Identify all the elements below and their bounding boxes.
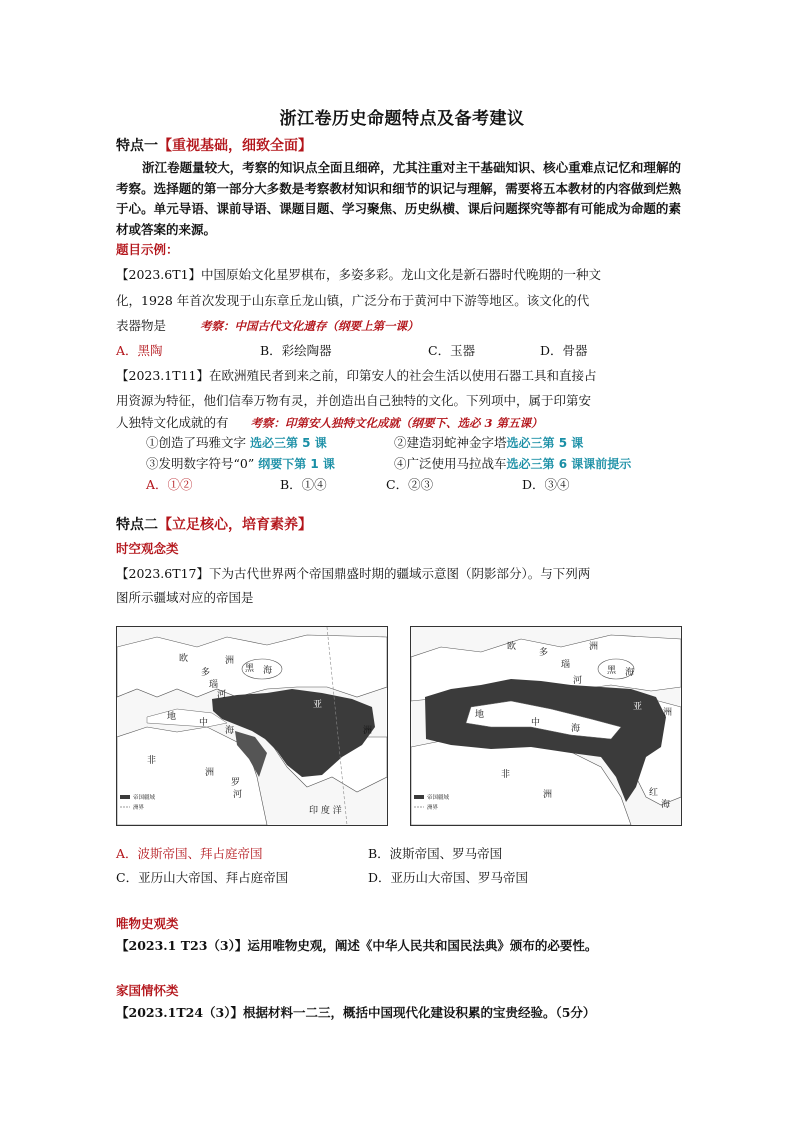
q2-item-3-text: ③发明数字符号“0” [146, 456, 255, 471]
map1-label-europe: 欧 [179, 654, 189, 664]
q2-option-d: D．③④ [522, 477, 570, 492]
map2-label-hai: 海 [625, 668, 635, 678]
q5-tag: 【2023.1T24（3）】 [116, 1005, 243, 1020]
map-right-svg [411, 627, 681, 825]
map2-label-di: 地 [475, 710, 485, 720]
map1-label-yindu: 印 度 洋 [309, 806, 342, 816]
map2-label-europe2: 洲 [589, 642, 599, 652]
map1-label-zhou2: 洲 [205, 768, 215, 778]
q2-item-1 [146, 432, 327, 454]
map1-label-luo: 罗 [231, 778, 241, 788]
q5-text: 根据材料一二三，概括中国现代化建设积累的宝贵经验。（5分） [242, 1005, 596, 1020]
q1-option-c: C．玉器 [428, 343, 476, 358]
q3-option-a: A．波斯帝国、拜占庭帝国 [116, 846, 263, 861]
map2-label-zhong: 中 [531, 718, 541, 728]
q3-line2: 图所示疆域对应的帝国是 [116, 590, 254, 605]
q1-line1: 【2023.6T1】中国原始文化星罗棋布，多姿多彩。龙山文化是新石器时代晚期的一种文 [116, 267, 602, 282]
q2-item-2-text: ②建造羽蛇神金字塔 [394, 435, 507, 450]
category-spacetime: 时空观念类 [116, 541, 179, 556]
q1-line3-text: 表器物是 [116, 318, 167, 333]
q2-line2: 用资源为特征，他们信奉万物有灵，并创造出自己独特的文化。下列项中，属于印第安 [116, 393, 592, 408]
map-left-svg [117, 627, 387, 825]
q4-tag: 【2023.1 T23（3）】 [116, 938, 248, 953]
category-materialism: 唯物史观类 [116, 916, 179, 931]
q1-option-b: B．彩绘陶器 [260, 343, 332, 358]
q3-option-d: D．亚历山大帝国、罗马帝国 [368, 870, 529, 885]
q3-option-b: B．波斯帝国、罗马帝国 [368, 846, 503, 861]
map1-label-ya: 亚 [313, 700, 323, 710]
q2-item-2 [394, 432, 583, 454]
q1-line2: 化，1928 年首次发现于山东章丘龙山镇，广泛分布于黄河中下游等地区。该文化的代 [116, 293, 590, 308]
q2-option-c: C．②③ [386, 477, 434, 492]
q2-item-4-text: ④广泛使用马拉战车 [394, 456, 507, 471]
q2-line3-text: 人独特文化成就的有 [116, 415, 229, 430]
map1-label-he: 河 [217, 690, 227, 700]
map2-label-hei: 黑 [607, 666, 617, 676]
example-label: 题目示例： [116, 242, 179, 257]
q2-item-1-text: ①创造了玛雅文字 [146, 435, 247, 450]
map1-legend-empire: 帝国疆域 [133, 795, 156, 801]
q1-option-d: D．骨器 [540, 343, 588, 358]
map1-label-nao: 瑙 [209, 680, 219, 690]
map2-label-hai3: 海 [661, 800, 671, 810]
q2-option-b: B．①④ [280, 477, 327, 492]
q2-item-4-note: 选必三第 6 课课前提示 [506, 457, 632, 471]
map2-label-duo: 多 [539, 648, 549, 658]
map-left [116, 626, 388, 826]
feature2-bracket: 【立足核心，培育素养】 [158, 517, 312, 533]
feature1-heading [116, 136, 681, 156]
map1-label-di: 地 [167, 712, 177, 722]
feature1-prefix: 特点一 [116, 138, 158, 154]
q5 [116, 1002, 681, 1023]
map2-label-ya: 亚 [633, 702, 643, 712]
map2-label-europe: 欧 [507, 642, 517, 652]
q2-item-2-note: 选必三第 5 课 [506, 436, 584, 450]
q2-note: 考察：印第安人独特文化成就（纲要下、选必 3 第五课） [250, 416, 543, 430]
map2-legend-empire: 帝国疆域 [427, 795, 450, 801]
category-patriotism: 家国情怀类 [116, 983, 179, 998]
q1-line3 [116, 315, 681, 337]
q2-line3 [116, 412, 681, 434]
map2-label-hong: 红 [649, 788, 659, 798]
map1-legend-border: 洲界 [133, 805, 145, 811]
map2-label-hai2: 海 [571, 724, 581, 734]
q2-item-3-note: 纲要下第 1 课 [258, 457, 335, 471]
q2-option-a: A．①② [146, 477, 193, 492]
q2-item-4 [394, 453, 631, 475]
q2-line1: 【2023.1T11】在欧洲殖民者到来之前，印第安人的社会生活以使用石器工具和直接占 [116, 368, 597, 383]
q3-option-c: C．亚历山大帝国、拜占庭帝国 [116, 870, 289, 885]
q4-text: 运用唯物史观，阐述《中华人民共和国民法典》颁布的必要性。 [247, 938, 598, 953]
q2-item-3 [146, 453, 335, 475]
map2-label-he: 河 [573, 676, 583, 686]
q2-item-1-note: 选必三第 5 课 [250, 436, 327, 450]
map2-label-zhou2: 洲 [543, 790, 553, 800]
map2-label-nao: 瑙 [561, 660, 571, 670]
map1-label-zhou: 洲 [363, 726, 373, 736]
feature2-prefix: 特点二 [116, 517, 158, 533]
q1-note: 考察：中国古代文化遗存（纲要上第一课） [200, 319, 419, 333]
map1-label-hei: 黑 [245, 664, 255, 674]
map1-label-europe2: 洲 [225, 656, 235, 666]
document-title: 浙江卷历史命题特点及备考建议 [279, 109, 525, 129]
map1-label-hai: 海 [263, 666, 273, 676]
map1-label-hai2: 海 [225, 726, 235, 736]
map2-label-fei: 非 [501, 770, 511, 780]
map1-label-zhong: 中 [199, 718, 209, 728]
map1-label-duo: 多 [201, 668, 211, 678]
map2-label-zhou: 洲 [663, 708, 673, 718]
q1-option-a: A．黑陶 [116, 343, 163, 358]
q3-line1: 【2023.6T17】下为古代世界两个帝国鼎盛时期的疆域示意图（阴影部分）。与下列两 [116, 566, 591, 581]
feature1-paragraph: 浙江卷题量较大，考察的知识点全面且细碎，尤其注重对主干基础知识、核心重难点记忆和理解的考察。选择题的第一部分大多数是考察教材知识和细节的识记与理解，需要将五本教材的内容做到烂熟于心。单元导语、课前导语、课题目题、学习聚焦、历史纵横、课后问题探究等都有可能成为命题的素材或答案的来源。 [116, 160, 681, 237]
feature2-heading [116, 515, 681, 535]
map-figures [116, 626, 681, 824]
map2-legend-border: 洲界 [427, 805, 439, 811]
map-right [410, 626, 682, 826]
feature1-bracket: 【重视基础，细致全面】 [158, 138, 312, 154]
map1-label-fei: 非 [147, 756, 157, 766]
q4 [116, 935, 681, 956]
map1-label-he2: 河 [233, 790, 243, 800]
